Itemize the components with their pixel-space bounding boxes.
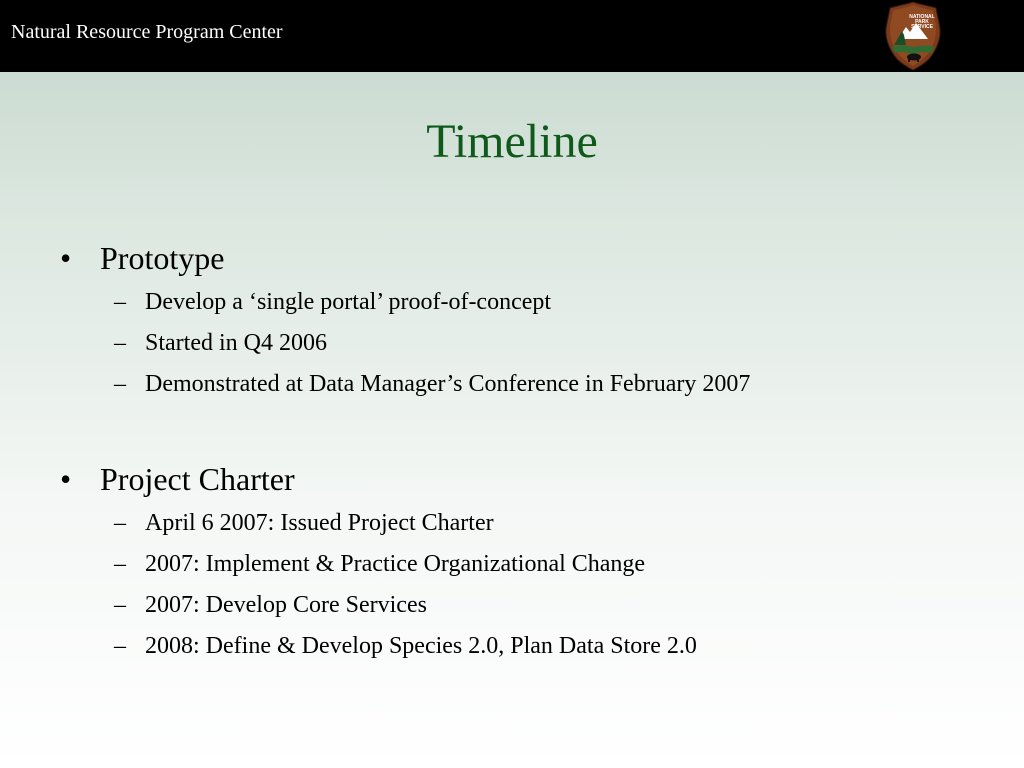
list-item: Develop a ‘single portal’ proof-of-concept	[145, 289, 552, 315]
logo-text-national: NATIONAL	[909, 14, 935, 20]
dash-icon: –	[114, 551, 126, 577]
slide-title: Timeline	[426, 115, 598, 168]
dash-icon: –	[114, 633, 126, 659]
dash-icon: –	[114, 371, 126, 397]
list-item: 2008: Define & Develop Species 2.0, Plan Data Store 2.0	[145, 633, 697, 659]
list-item: Demonstrated at Data Manager’s Conference in February 2007	[145, 371, 751, 397]
list-item: 2007: Develop Core Services	[145, 592, 427, 618]
logo-text-park: PARK	[915, 19, 929, 25]
list-item: April 6 2007: Issued Project Charter	[145, 510, 494, 536]
section-heading: Project Charter	[100, 461, 295, 497]
logo-text-service: SERVICE	[911, 24, 933, 30]
org-name: Natural Resource Program Center	[11, 21, 283, 43]
dash-icon: –	[114, 592, 126, 618]
section-heading: Prototype	[100, 240, 225, 276]
list-item: 2007: Implement & Practice Organizational Change	[145, 551, 646, 577]
dash-icon: –	[114, 330, 126, 356]
list-item: Started in Q4 2006	[145, 330, 327, 356]
dash-icon: –	[114, 510, 126, 536]
bullet-icon: •	[60, 461, 72, 497]
bullet-icon: •	[60, 240, 72, 276]
dash-icon: –	[114, 289, 126, 315]
